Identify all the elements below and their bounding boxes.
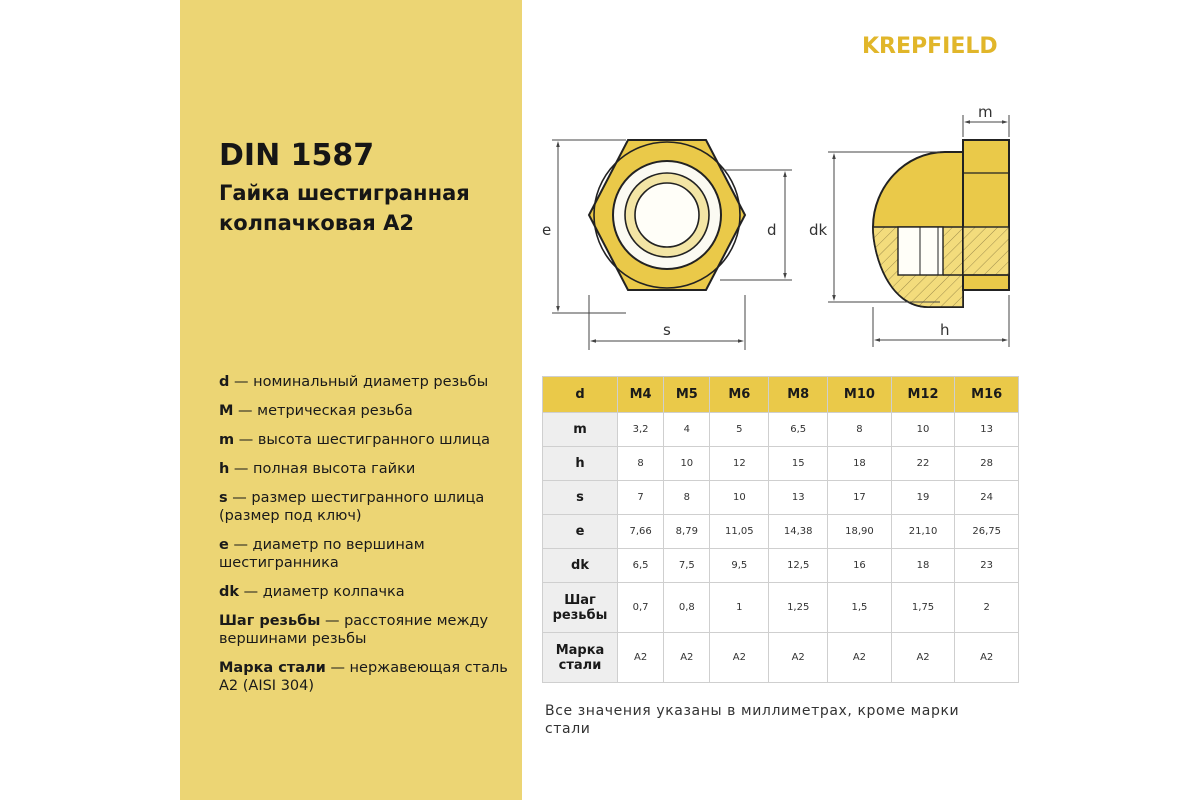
table-row <box>543 481 1019 515</box>
table-cell: 8 <box>664 481 710 515</box>
legend-term: h <box>219 461 230 477</box>
dim-label-dk: dk <box>809 221 828 239</box>
legend-item <box>219 489 509 525</box>
table-row <box>543 549 1019 583</box>
dim-label-d: d <box>767 221 777 239</box>
header-cell: M12 <box>891 377 955 413</box>
page-subtitle: Гайка шестигранная колпачковая A2 <box>219 181 470 235</box>
table-cell: 1,75 <box>891 583 955 633</box>
table-cell: 12,5 <box>769 549 828 583</box>
legend-item <box>219 431 509 449</box>
header-cell: M8 <box>769 377 828 413</box>
legend-list <box>219 373 509 706</box>
spec-table <box>542 376 1019 683</box>
table-cell: A2 <box>664 633 710 683</box>
row-label: Шаг резьбы <box>543 583 618 633</box>
table-cell: 10 <box>664 447 710 481</box>
table-cell: A2 <box>891 633 955 683</box>
legend-text: — размер шестигранного шлица (размер под ключ) <box>219 490 485 524</box>
table-cell: 28 <box>955 447 1019 481</box>
table-row <box>543 633 1019 683</box>
legend-item <box>219 612 509 648</box>
row-label: Марка стали <box>543 633 618 683</box>
table-cell: 10 <box>710 481 769 515</box>
table-cell: 19 <box>891 481 955 515</box>
brand-logo: KREPFIELD <box>862 34 998 59</box>
header-cell: M6 <box>710 377 769 413</box>
table-row <box>543 583 1019 633</box>
legend-term: e <box>219 537 229 553</box>
table-cell: 10 <box>891 413 955 447</box>
legend-text: — высота шестигранного шлица <box>234 432 490 448</box>
table-cell: 16 <box>828 549 892 583</box>
header-cell: M10 <box>828 377 892 413</box>
table-cell: 18 <box>828 447 892 481</box>
table-cell: A2 <box>955 633 1019 683</box>
table-cell: 1,5 <box>828 583 892 633</box>
legend-item <box>219 583 509 601</box>
table-cell: 7 <box>618 481 664 515</box>
nut-technical-drawing <box>530 95 1020 365</box>
table-cell: 13 <box>955 413 1019 447</box>
table-cell: 8 <box>618 447 664 481</box>
legend-term: d <box>219 374 230 390</box>
table-cell: 1 <box>710 583 769 633</box>
table-cell: 5 <box>710 413 769 447</box>
table-cell: A2 <box>710 633 769 683</box>
table-cell: 6,5 <box>769 413 828 447</box>
table-cell: 7,66 <box>618 515 664 549</box>
legend-term: M <box>219 403 234 419</box>
legend-term: Шаг резьбы <box>219 613 321 629</box>
table-cell: 14,38 <box>769 515 828 549</box>
legend-item <box>219 402 509 420</box>
legend-item <box>219 659 509 695</box>
table-cell: A2 <box>828 633 892 683</box>
table-cell: A2 <box>618 633 664 683</box>
table-cell: 8 <box>828 413 892 447</box>
table-cell: 4 <box>664 413 710 447</box>
legend-text: — нержавеющая сталь A2 (AISI 304) <box>219 660 508 694</box>
table-cell: 11,05 <box>710 515 769 549</box>
legend-text: — метрическая резьба <box>233 403 413 419</box>
table-cell: 24 <box>955 481 1019 515</box>
table-row <box>543 447 1019 481</box>
table-cell: 6,5 <box>618 549 664 583</box>
dim-label-s: s <box>663 321 671 339</box>
hex-front-view <box>589 140 745 290</box>
table-cell: 3,2 <box>618 413 664 447</box>
table-cell: 2 <box>955 583 1019 633</box>
table-cell: 0,8 <box>664 583 710 633</box>
row-label: m <box>543 413 618 447</box>
footnote: Все значения указаны в миллиметрах, кроме марки стали <box>545 703 960 737</box>
table-cell: 7,5 <box>664 549 710 583</box>
legend-text: — расстояние между вершинами резьбы <box>219 613 489 647</box>
header-cell: M16 <box>955 377 1019 413</box>
table-cell: 18,90 <box>828 515 892 549</box>
legend-term: Марка стали <box>219 660 326 676</box>
table-cell: 18 <box>891 549 955 583</box>
table-cell: 12 <box>710 447 769 481</box>
table-row <box>543 413 1019 447</box>
cap-nut-side-view <box>873 140 1009 307</box>
row-label: e <box>543 515 618 549</box>
legend-term: dk <box>219 584 240 600</box>
legend-text: — диаметр колпачка <box>239 584 405 600</box>
table-cell: 23 <box>955 549 1019 583</box>
legend-term: m <box>219 432 235 448</box>
header-cell: d <box>543 377 618 413</box>
table-cell: 17 <box>828 481 892 515</box>
table-header-row <box>543 377 1019 413</box>
legend-text: — полная высота гайки <box>229 461 416 477</box>
row-label: s <box>543 481 618 515</box>
legend-text: — диаметр по вершинам шестигранника <box>219 537 425 571</box>
dim-label-m: m <box>978 103 993 121</box>
legend-item <box>219 460 509 478</box>
table-cell: 0,7 <box>618 583 664 633</box>
dim-label-e: e <box>542 221 552 239</box>
table-cell: 26,75 <box>955 515 1019 549</box>
table-cell: 8,79 <box>664 515 710 549</box>
legend-text: — номинальный диаметр резьбы <box>229 374 489 390</box>
header-cell: M4 <box>618 377 664 413</box>
table-cell: 1,25 <box>769 583 828 633</box>
table-cell: 9,5 <box>710 549 769 583</box>
table-cell: 22 <box>891 447 955 481</box>
header-cell: M5 <box>664 377 710 413</box>
legend-term: s <box>219 490 228 506</box>
table-cell: 13 <box>769 481 828 515</box>
dim-label-h: h <box>940 321 950 339</box>
row-label: h <box>543 447 618 481</box>
table-cell: 15 <box>769 447 828 481</box>
page-title: DIN 1587 <box>219 138 375 173</box>
table-row <box>543 515 1019 549</box>
table-cell: A2 <box>769 633 828 683</box>
legend-item <box>219 373 509 391</box>
table-cell: 21,10 <box>891 515 955 549</box>
legend-item <box>219 536 509 572</box>
row-label: dk <box>543 549 618 583</box>
